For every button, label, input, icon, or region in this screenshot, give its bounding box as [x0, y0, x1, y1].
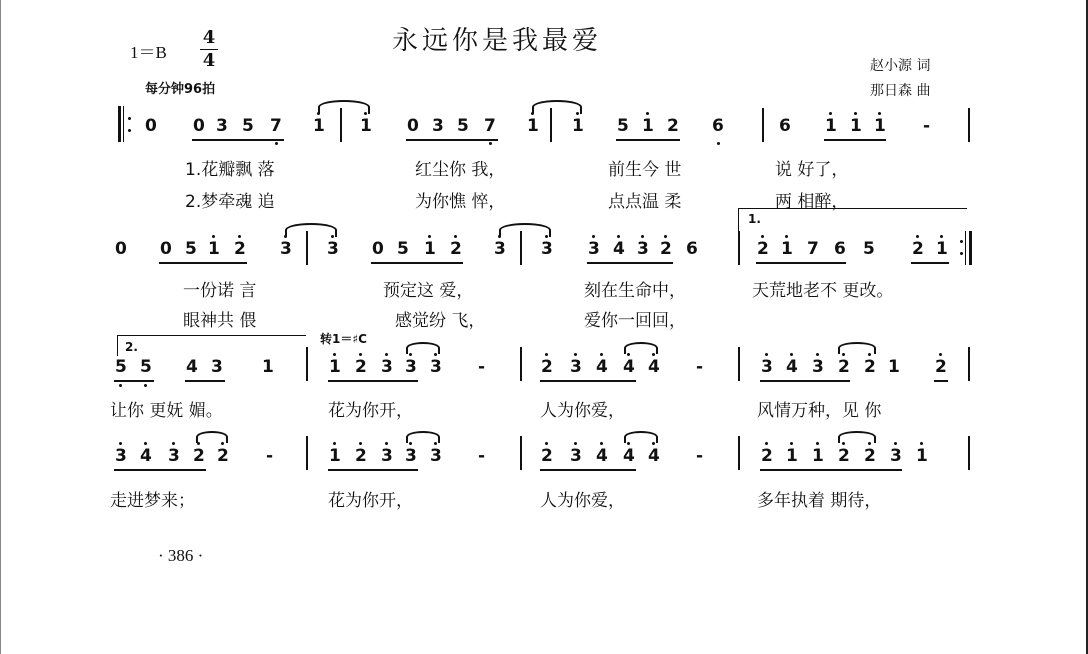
note: 4 — [186, 357, 198, 377]
eighth-underline — [824, 139, 886, 141]
note: 3 — [115, 446, 127, 466]
note: 3 — [216, 116, 228, 136]
note: 1 — [916, 446, 928, 466]
lyric-phrase: 刻在生命中， — [584, 281, 686, 301]
barline — [520, 436, 522, 470]
lyric-phrase: 感觉纷 飞， — [395, 311, 486, 331]
high-dot — [939, 353, 942, 356]
note: 4 — [140, 446, 152, 466]
note: 2 — [193, 446, 205, 466]
note: 3 — [211, 357, 223, 377]
barline — [738, 436, 740, 470]
high-dot — [600, 442, 603, 445]
high-dot — [333, 442, 336, 445]
note: 3 — [405, 357, 417, 377]
high-dot — [785, 235, 788, 238]
high-dot — [119, 442, 122, 445]
note: 0 — [145, 116, 157, 136]
barline — [738, 231, 740, 265]
note: 6 — [779, 116, 791, 136]
high-dot — [940, 235, 943, 238]
note: 1 — [329, 446, 341, 466]
note: 3 — [381, 446, 393, 466]
note: 6 — [712, 116, 724, 136]
low-dot — [489, 142, 492, 145]
note: 6 — [686, 239, 698, 259]
high-dot — [333, 353, 336, 356]
eighth-underline — [192, 139, 284, 141]
note: 1 — [572, 116, 584, 136]
note: 0 — [193, 116, 205, 136]
note: 3 — [541, 239, 553, 259]
eighth-underline — [328, 380, 418, 382]
barline — [306, 231, 308, 265]
lyric-phrase: 前生今 世 — [608, 160, 682, 180]
barline — [550, 108, 552, 142]
high-dot — [816, 442, 819, 445]
lyric-phrase: 预定这 爱， — [383, 281, 474, 301]
barline — [738, 347, 740, 381]
eighth-underline — [114, 380, 154, 382]
note: 5 — [397, 239, 409, 259]
note: 4 — [648, 357, 660, 377]
low-dot — [717, 142, 720, 145]
note: 4 — [648, 446, 660, 466]
note: 1 — [329, 357, 341, 377]
modulation-marking: 转1＝♯C — [320, 332, 367, 346]
tie-slur — [499, 223, 551, 237]
note: 3 — [327, 239, 339, 259]
note: - — [478, 357, 486, 377]
note: 2 — [541, 446, 553, 466]
note: 4 — [786, 357, 798, 377]
barline — [968, 108, 970, 142]
repeat-end-thin-bar — [965, 231, 966, 265]
note: 5 — [617, 116, 629, 136]
note: 1 — [313, 116, 325, 136]
composer-credit: 那日森 曲 — [870, 83, 931, 99]
note: 2 — [912, 239, 924, 259]
high-dot — [816, 353, 819, 356]
high-dot — [212, 235, 215, 238]
lyric-phrase: 点点温 柔 — [608, 192, 682, 212]
page-left-edge — [0, 0, 1, 654]
note: 3 — [570, 446, 582, 466]
note: 4 — [596, 357, 608, 377]
tie-slur — [838, 431, 876, 443]
note: 2 — [541, 357, 553, 377]
note: 3 — [280, 239, 292, 259]
tie-slur — [532, 100, 582, 114]
high-dot — [359, 442, 362, 445]
high-dot — [454, 235, 457, 238]
high-dot — [790, 442, 793, 445]
note: 1 — [208, 239, 220, 259]
eighth-underline — [540, 380, 636, 382]
repeat-start-thin-bar — [123, 106, 124, 142]
note: 3 — [588, 239, 600, 259]
high-dot — [854, 112, 857, 115]
note: 4 — [623, 357, 635, 377]
repeat-dot — [128, 129, 131, 132]
eighth-underline — [185, 380, 225, 382]
note: 1 — [781, 239, 793, 259]
eighth-underline — [760, 380, 850, 382]
note: - — [923, 116, 931, 136]
eighth-underline — [760, 469, 902, 471]
barline — [762, 108, 764, 142]
note: 3 — [570, 357, 582, 377]
time-signature-top: 4 — [202, 27, 216, 48]
eighth-underline — [911, 262, 949, 264]
note: 1 — [360, 116, 372, 136]
high-dot — [574, 442, 577, 445]
tie-slur — [318, 100, 370, 114]
note: 3 — [812, 357, 824, 377]
high-dot — [600, 353, 603, 356]
high-dot — [790, 353, 793, 356]
repeat-start-bar — [118, 106, 121, 142]
note: 2 — [757, 239, 769, 259]
eighth-underline — [328, 469, 418, 471]
note: 2 — [355, 357, 367, 377]
barline — [340, 108, 342, 142]
note: 0 — [372, 239, 384, 259]
note: 3 — [168, 446, 180, 466]
lyric-phrase: 为你憔 悴， — [415, 192, 506, 212]
note: 3 — [430, 357, 442, 377]
barline — [520, 231, 522, 265]
note: - — [478, 446, 486, 466]
barline — [520, 347, 522, 381]
note: 1 — [424, 239, 436, 259]
high-dot — [592, 235, 595, 238]
tie-slur — [838, 342, 876, 354]
note: 2 — [660, 239, 672, 259]
high-dot — [359, 353, 362, 356]
lyric-phrase: 让你 更妩 媚。 — [110, 401, 223, 421]
note: 1 — [850, 116, 862, 136]
lyric-phrase: 多年执着 期待， — [757, 491, 882, 511]
note: 2 — [761, 446, 773, 466]
note: 0 — [407, 116, 419, 136]
eighth-underline — [616, 139, 680, 141]
volta-1-bracket — [738, 208, 967, 233]
volta-1-label: 1. — [748, 212, 761, 226]
note: 3 — [430, 446, 442, 466]
lyric-phrase: 两 相醉， — [775, 192, 849, 212]
repeat-end-bar — [969, 231, 972, 265]
lyric-phrase: 眼神共 偎 — [183, 311, 257, 331]
note: 1 — [786, 446, 798, 466]
note: - — [696, 357, 704, 377]
tie-slur — [624, 431, 658, 443]
high-dot — [894, 442, 897, 445]
time-signature-bottom: 4 — [202, 50, 216, 71]
barline — [306, 347, 308, 381]
note: 5 — [185, 239, 197, 259]
time-signature — [200, 28, 218, 71]
eighth-underline — [159, 262, 247, 264]
barline — [306, 436, 308, 470]
note: 2 — [355, 446, 367, 466]
high-dot — [878, 112, 881, 115]
note: 2 — [838, 357, 850, 377]
note: 1 — [936, 239, 948, 259]
high-dot — [144, 442, 147, 445]
note: 3 — [637, 239, 649, 259]
note: 5 — [140, 357, 152, 377]
note: 3 — [761, 357, 773, 377]
low-dot — [119, 384, 122, 387]
tie-slur — [406, 431, 440, 443]
high-dot — [545, 353, 548, 356]
note: 1 — [642, 116, 654, 136]
note: 1 — [262, 357, 274, 377]
tie-slur — [624, 342, 658, 354]
volta-2-bracket — [117, 335, 306, 356]
volta-2-label: 2. — [125, 340, 138, 354]
lyric-phrase: 人为你爱， — [540, 491, 625, 511]
high-dot — [829, 112, 832, 115]
note: 1 — [527, 116, 539, 136]
repeat-dot — [960, 240, 963, 243]
eighth-underline — [934, 380, 948, 382]
high-dot — [574, 353, 577, 356]
note: 0 — [160, 239, 172, 259]
note: 2 — [838, 446, 850, 466]
note: 2 — [864, 357, 876, 377]
song-title: 永远你是我最爱 — [392, 26, 603, 56]
high-dot — [641, 235, 644, 238]
low-dot — [144, 384, 147, 387]
note: 2 — [234, 239, 246, 259]
high-dot — [920, 442, 923, 445]
eighth-underline — [756, 262, 846, 264]
high-dot — [617, 235, 620, 238]
note: 3 — [381, 357, 393, 377]
high-dot — [172, 442, 175, 445]
note: 2 — [450, 239, 462, 259]
note: 3 — [405, 446, 417, 466]
lyric-phrase: 一份诺 言 — [183, 281, 257, 301]
note: 7 — [484, 116, 496, 136]
note: 2 — [667, 116, 679, 136]
note: 1 — [888, 357, 900, 377]
high-dot — [545, 442, 548, 445]
note: 2 — [864, 446, 876, 466]
note: 2 — [935, 357, 947, 377]
lyric-phrase: 红尘你 我， — [415, 160, 506, 180]
lyric-phrase: 人为你爱， — [540, 401, 625, 421]
note: 5 — [115, 357, 127, 377]
tie-slur — [285, 223, 337, 237]
eighth-underline — [587, 262, 673, 264]
lyric-phrase: 花为你开， — [328, 491, 413, 511]
high-dot — [765, 353, 768, 356]
note: - — [696, 446, 704, 466]
tie-slur — [406, 342, 440, 354]
lyric-phrase: 1.花瓣飘 落 — [185, 160, 275, 180]
high-dot — [385, 353, 388, 356]
note: 4 — [613, 239, 625, 259]
high-dot — [238, 235, 241, 238]
lyric-phrase: 天荒地老不 更改。 — [752, 281, 894, 301]
note: 5 — [863, 239, 875, 259]
lyric-phrase: 风情万种，见 你 — [757, 401, 882, 421]
lyric-phrase: 花为你开， — [328, 401, 413, 421]
note: 3 — [432, 116, 444, 136]
high-dot — [428, 235, 431, 238]
note: 1 — [812, 446, 824, 466]
eighth-underline — [114, 469, 206, 471]
note: 6 — [834, 239, 846, 259]
lyric-phrase: 说 好了， — [775, 160, 849, 180]
high-dot — [761, 235, 764, 238]
high-dot — [664, 235, 667, 238]
note: 5 — [457, 116, 469, 136]
note: 3 — [890, 446, 902, 466]
eighth-underline — [406, 139, 498, 141]
high-dot — [765, 442, 768, 445]
low-dot — [275, 142, 278, 145]
key-signature: 1＝B — [130, 43, 167, 62]
note: 5 — [242, 116, 254, 136]
note: - — [266, 446, 274, 466]
note: 1 — [825, 116, 837, 136]
note: 3 — [494, 239, 506, 259]
note: 7 — [807, 239, 819, 259]
lyricist-credit: 赵小源 词 — [870, 58, 931, 74]
barline — [968, 347, 970, 381]
high-dot — [916, 235, 919, 238]
note: 2 — [217, 446, 229, 466]
high-dot — [646, 112, 649, 115]
note: 4 — [623, 446, 635, 466]
tie-slur — [196, 431, 228, 443]
lyric-phrase: 爱你一回回， — [584, 311, 686, 331]
barline — [968, 436, 970, 470]
note: 0 — [115, 239, 127, 259]
note: 1 — [874, 116, 886, 136]
repeat-dot — [960, 252, 963, 255]
eighth-underline — [371, 262, 463, 264]
note: 7 — [270, 116, 282, 136]
high-dot — [385, 442, 388, 445]
lyric-phrase: 2.梦牵魂 追 — [185, 192, 275, 212]
repeat-dot — [128, 117, 131, 120]
eighth-underline — [540, 469, 636, 471]
lyric-phrase: 走进梦来； — [110, 491, 195, 511]
tempo-marking: 每分钟96拍 — [145, 82, 216, 97]
note: 4 — [596, 446, 608, 466]
page-number: · 386 · — [158, 546, 204, 565]
